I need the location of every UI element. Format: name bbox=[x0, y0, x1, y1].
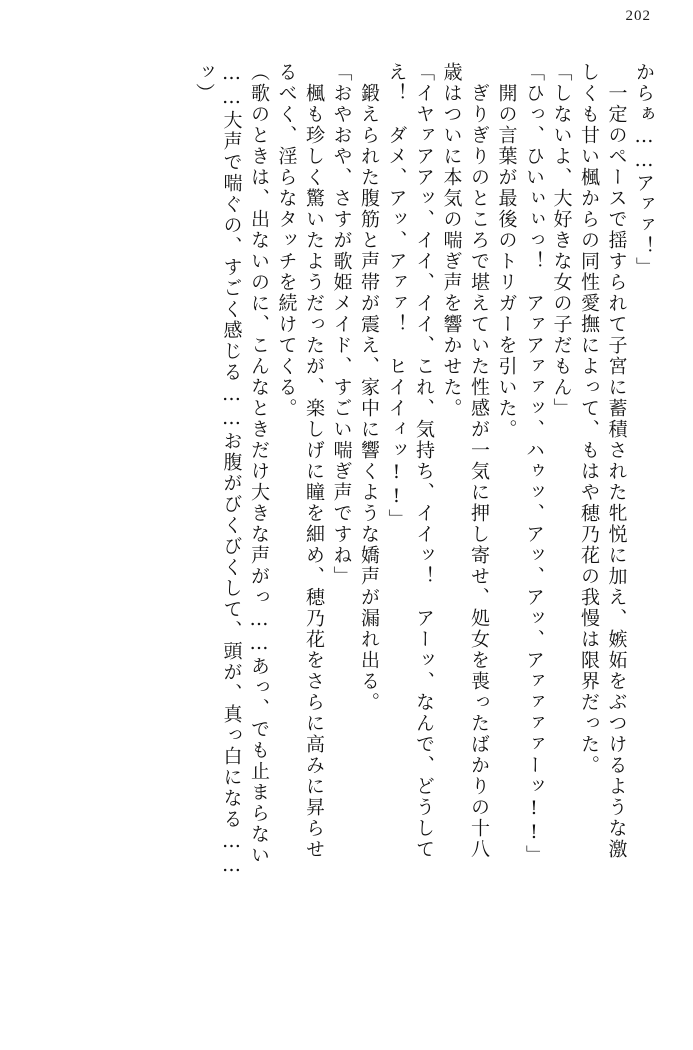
text-line: からぁ……アァァ！」 bbox=[633, 62, 655, 278]
text-line: 歳はついに本気の喘ぎ声を響かせた。 bbox=[440, 62, 463, 419]
text-line: 「おやおや、さすが歌姫メイド、すごい喘ぎ声ですね」 bbox=[330, 62, 353, 587]
text-line: 「しないよ、大好きな女の子だもん」 bbox=[550, 62, 573, 419]
text-line: るべく、淫らなタッチを続けてくる。 bbox=[275, 62, 298, 419]
text-line: え！ ダメ、アッ、アァァ！ ヒイイィッ!!」 bbox=[385, 62, 408, 530]
text-line: 「イヤァアアッ、イイ、イイ、これ、気持ち、イイッ！ アーッ、なんで、どうして bbox=[413, 62, 435, 860]
text-line: 開の言葉が最後のトリガーを引いた。 bbox=[495, 62, 518, 440]
vertical-text-body bbox=[30, 62, 653, 992]
text-line: ぎりぎりのところで堪えていた性感が一気に押し寄せ、処女を喪ったばかりの十八 bbox=[468, 62, 490, 860]
text-line: （歌のときは、出ないのに、こんなときだけ大きな声がっ……あっ、でも止まらない bbox=[248, 62, 270, 866]
text-line: ッ） bbox=[193, 62, 215, 104]
text-line: 鍛えられた腹筋と声帯が震え、家中に響くような嬌声が漏れ出る。 bbox=[358, 62, 380, 713]
text-line: 「ひっ、ひいぃぃっ！ アァアァァッ、ハゥッ、アッ、アッ、アァァァァーッ!!」 bbox=[523, 62, 545, 866]
text-line: ……大声で喘ぐの、すごく感じる……お腹がびくびくして、頭が、真っ白になる…… bbox=[220, 62, 243, 878]
text-line: 楓も珍しく驚いたようだったが、楽しげに瞳を細め、穂乃花をさらに高みに昇らせ bbox=[303, 62, 325, 860]
page-number: 202 bbox=[625, 8, 651, 24]
text-line: 一定のペースで揺すられて子宮に蓄積された牝悦に加え、嫉妬をぶつけるような激 bbox=[605, 62, 628, 860]
text-line: しくも甘い楓からの同性愛撫によって、もはや穂乃花の我慢は限界だった。 bbox=[578, 62, 600, 776]
